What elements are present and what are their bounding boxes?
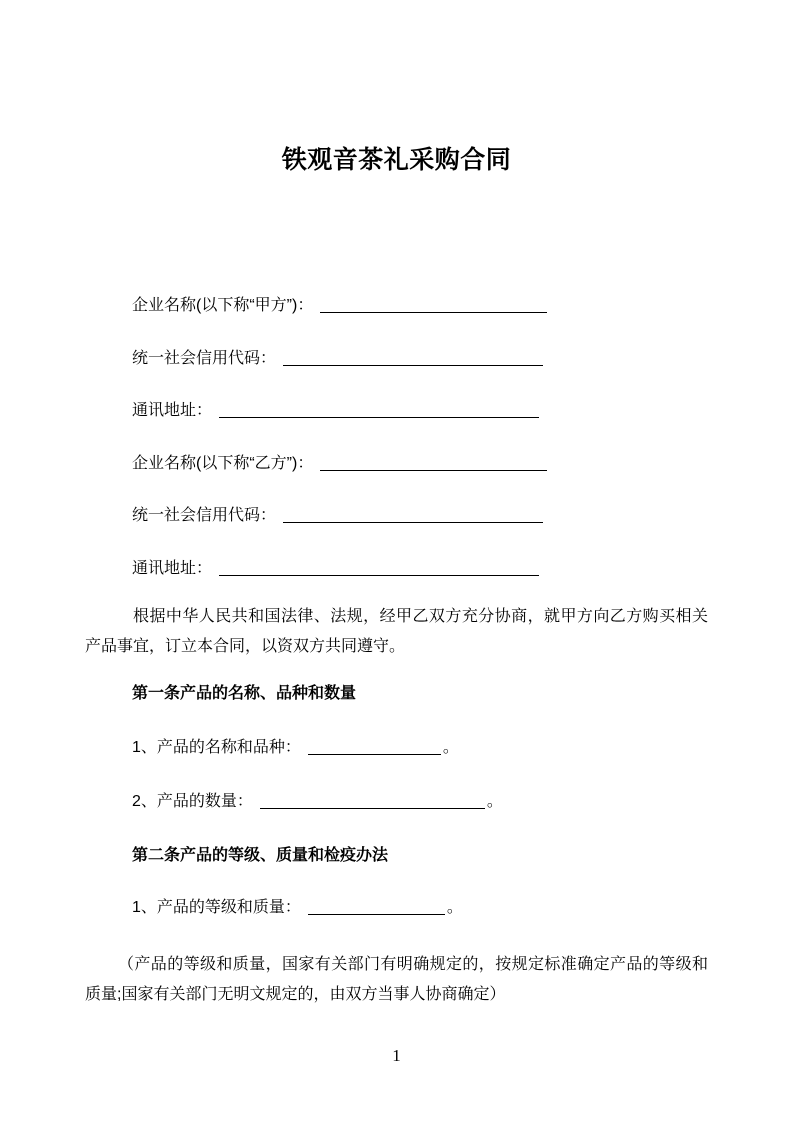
party-b-name-row: [85, 453, 755, 475]
party-a-name-row: [85, 295, 755, 317]
party-a-name-label: 企业名称(以下称“甲方”)：: [132, 297, 314, 314]
product-name-variety-blank[interactable]: [308, 740, 441, 755]
party-a-credit-code-row: [85, 348, 755, 370]
article-1-item-1-label: 1、产品的名称和品种：: [132, 739, 301, 756]
article-2-item-1-label: 1、产品的等级和质量：: [132, 899, 301, 916]
party-a-credit-code-blank[interactable]: [283, 351, 543, 366]
article-1-item-1-row: [85, 737, 755, 759]
article-1-heading: 第一条产品的名称、品种和数量: [132, 685, 357, 702]
party-b-name-blank[interactable]: [320, 456, 547, 471]
article-1-item-2-suffix: 。: [486, 793, 503, 810]
article-1-item-1-suffix: 。: [442, 739, 459, 756]
article-1-item-2-row: [85, 791, 755, 813]
party-b-credit-code-row: [85, 505, 755, 527]
product-quantity-blank[interactable]: [260, 794, 485, 809]
party-b-address-row: [85, 558, 755, 580]
preamble-paragraph: 根据中华人民共和国法律、法规，经甲乙双方充分协商，就甲方向乙方购买相关产品事宜，订立本合同，以资双方共同遵守。: [85, 608, 708, 655]
article-2-heading: 第二条产品的等级、质量和检疫办法: [132, 847, 389, 864]
article-2-item-1-suffix: 。: [446, 899, 463, 916]
party-a-address-label: 通讯地址：: [132, 402, 213, 419]
party-b-address-blank[interactable]: [219, 561, 539, 576]
party-b-credit-code-blank[interactable]: [283, 508, 543, 523]
page-number: 1: [392, 1046, 401, 1065]
contract-title: 铁观音茶礼采购合同: [281, 146, 512, 174]
party-b-address-label: 通讯地址：: [132, 560, 213, 577]
party-b-name-label: 企业名称(以下称“乙方”)：: [132, 455, 314, 472]
article-1-item-2-label: 2、产品的数量：: [132, 793, 253, 810]
party-a-address-blank[interactable]: [219, 403, 539, 418]
product-grade-quality-blank[interactable]: [308, 900, 445, 915]
party-a-credit-code-label: 统一社会信用代码：: [132, 350, 277, 367]
party-b-credit-code-label: 统一社会信用代码：: [132, 507, 277, 524]
grade-quality-note-paragraph: （产品的等级和质量，国家有关部门有明确规定的，按规定标准确定产品的等级和质量;国家有关部门无明文规定的，由双方当事人协商确定）: [85, 956, 708, 1003]
party-a-address-row: [85, 400, 755, 422]
article-2-item-1-row: [85, 897, 755, 919]
party-a-name-blank[interactable]: [320, 298, 547, 313]
